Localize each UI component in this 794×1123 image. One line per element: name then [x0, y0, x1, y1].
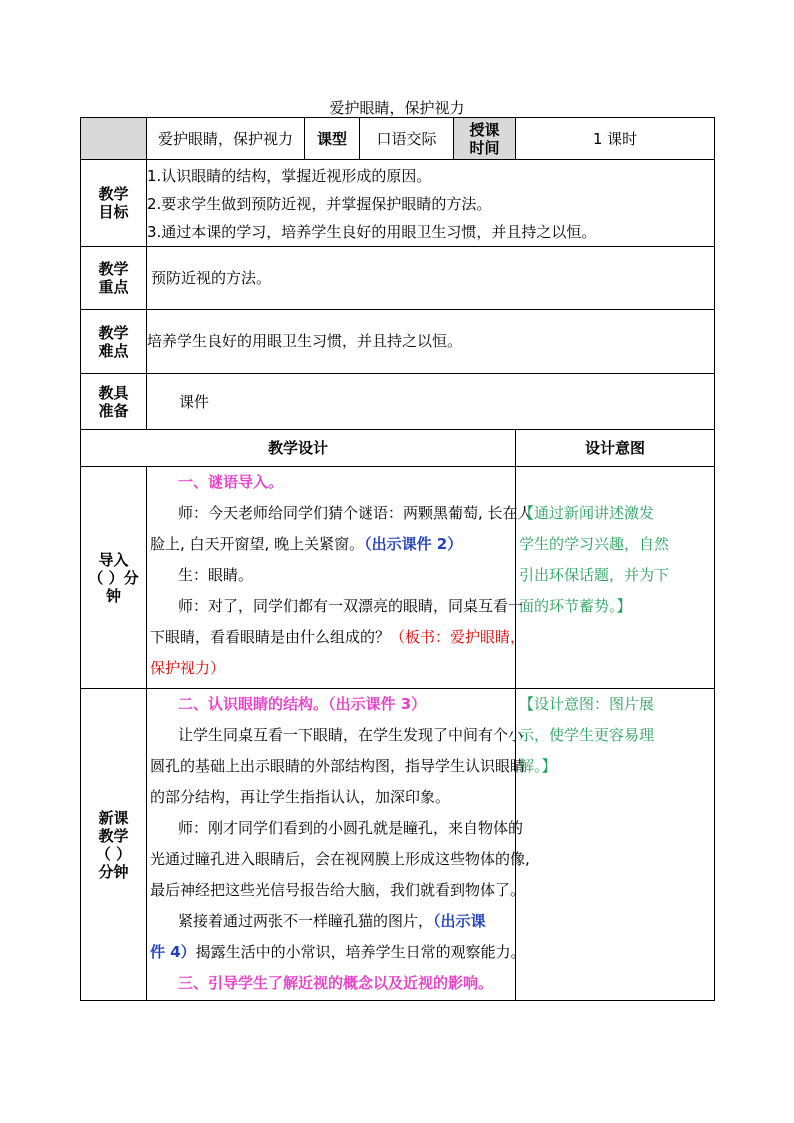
objectives-content-cell [147, 160, 715, 247]
intro-text: 下眼睛，看看眼睛是由什么组成的？ [150, 628, 391, 646]
intro-text: 脸上, 白天开窗望, 晚上关紧窗。 [150, 535, 365, 553]
lesson-name: 爱护眼睛，保护视力 [158, 129, 294, 148]
materials-content-cell [147, 374, 715, 430]
courseware-note: （出示课 [433, 912, 486, 930]
key-points-row [81, 247, 715, 310]
intent-line: 示，使学生更容易理 [519, 726, 655, 744]
lesson-paragraph: 让学生同桌互看一下眼睛，在学生发现了中间有个小 [178, 726, 524, 744]
document-title: 爱护眼睛，保护视力 [329, 99, 465, 117]
board-note: 保护视力） [150, 659, 226, 677]
lesson-paragraph [150, 906, 512, 937]
intro-paragraph [150, 529, 512, 560]
lesson-paragraph: 的部分结构，再让学生指指认认，加深印象。 [150, 788, 451, 806]
lesson-paragraph: 圆孔的基础上出示眼睛的外部结构图，指导学生认识眼睛 [150, 757, 526, 775]
difficulties-label-line-1: 教学 [98, 323, 129, 342]
new-lesson-content-cell [147, 689, 530, 1001]
objectives-row [81, 160, 715, 247]
section-heading: 三、引导学生了解近视的概念以及近视的影响。 [178, 974, 494, 992]
difficulties-label-cell [81, 310, 147, 374]
intent-line: 面的环节蓄势。】 [519, 597, 632, 615]
difficulties-label-line-2: 难点 [98, 341, 129, 360]
board-note: （板书：爱护眼睛， [390, 628, 526, 646]
key-points-content-cell [147, 247, 715, 310]
intro-paragraph [150, 622, 526, 653]
lesson-name-cell [147, 118, 305, 160]
courseware-note: （出示课件 3） [328, 695, 427, 713]
materials-label-line-1: 教具 [98, 383, 129, 402]
objectives-label-line-2: 目标 [98, 203, 129, 221]
materials-label-line-2: 准备 [98, 401, 129, 420]
header-row [81, 118, 715, 160]
time-label-line-2: 时间 [469, 138, 500, 157]
intro-heading: 一、谜语导入。 [178, 473, 284, 491]
design-header-cell [81, 430, 516, 467]
section-heading [150, 689, 512, 720]
intent-header-label: 设计意图 [585, 439, 646, 457]
intro-row [81, 467, 715, 689]
lesson-plan-table [80, 117, 715, 1001]
key-points-label-line-2: 重点 [98, 278, 129, 296]
materials-label-cell [81, 374, 147, 430]
objective-item: 2.要求学生做到预防近视，并掌握保护眼睛的方法。 [147, 195, 492, 213]
new-lesson-row [81, 689, 715, 1001]
lesson-paragraph: 师：刚才同学们看到的小圆孔就是瞳孔，来自物体的 [178, 819, 524, 837]
lesson-paragraph: 光通过瞳孔进入眼睛后，会在视网膜上形成这些物体的像, [150, 850, 530, 868]
difficulties-content-cell [147, 310, 715, 374]
materials-text: 课件 [179, 392, 210, 411]
new-lesson-intent-cell [516, 689, 715, 1001]
time-label-line-1: 授课 [469, 120, 500, 139]
key-points-label-cell [81, 247, 147, 310]
key-points-label-line-1: 教学 [98, 260, 129, 278]
objective-item: 3.通过本课的学习，培养学生良好的用眼卫生习惯，并且持之以恒。 [147, 223, 597, 241]
intro-paragraph: 师：对了，同学们都有一双漂亮的眼睛，同桌互看一 [178, 597, 524, 615]
section-heading-text: 二、认识眼睛的结构。 [178, 695, 329, 713]
new-lesson-label-line-1: 新课 [98, 808, 129, 827]
intent-line: 引出环保话题，并为下 [519, 566, 670, 584]
time-value-cell [516, 118, 715, 160]
courseware-note: 件 4） [150, 943, 196, 961]
courseware-note: （出示课件 2） [364, 535, 463, 553]
intent-line: 【通过新闻讲述激发 [519, 504, 655, 522]
new-lesson-label-line-3: （ ） [95, 844, 132, 863]
design-header-label: 教学设计 [268, 439, 329, 457]
objective-item: 1.认识眼睛的结构，掌握近视形成的原因。 [147, 167, 432, 185]
objectives-label-cell [81, 160, 147, 247]
objectives-label-line-1: 教学 [98, 185, 129, 203]
intro-label-line-2: （ ）分 [88, 568, 139, 587]
time-label-cell [454, 118, 516, 160]
materials-row [81, 374, 715, 430]
intro-label-line-3: 钟 [105, 586, 121, 605]
key-points-text: 预防近视的方法。 [151, 269, 272, 287]
intro-paragraph: 生：眼睛。 [178, 566, 254, 584]
type-value-cell [360, 118, 454, 160]
intro-paragraph: 师：今天老师给同学们猜个谜语：两颗黑葡萄, 长在人 [178, 504, 533, 522]
intent-line: 【设计意图：图片展 [519, 695, 655, 713]
intent-header-cell [516, 430, 715, 467]
new-lesson-label-cell [81, 689, 147, 1001]
design-header-row [81, 430, 715, 467]
lesson-text: 揭露生活中的小常识，培养学生日常的观察能力。 [195, 943, 526, 961]
intro-label-line-1: 导入 [98, 550, 129, 569]
lesson-text: 紧接着通过两张不一样瞳孔猫的图片， [178, 912, 434, 930]
intent-line: 解。】 [519, 757, 557, 775]
intro-label-cell [81, 467, 147, 689]
difficulties-row [81, 310, 715, 374]
new-lesson-label-line-4: 分钟 [98, 862, 129, 881]
time-value: 1 课时 [592, 129, 638, 148]
intro-content-cell [147, 467, 533, 689]
header-blank-cell [81, 118, 147, 160]
lesson-paragraph [150, 937, 526, 968]
type-label: 课型 [317, 129, 348, 148]
intro-intent-cell [516, 467, 715, 689]
intent-line: 学生的学习兴趣，自然 [519, 535, 670, 553]
new-lesson-label-line-2: 教学 [98, 826, 129, 845]
difficulties-text: 培养学生良好的用眼卫生习惯，并且持之以恒。 [147, 332, 463, 350]
type-value: 口语交际 [376, 129, 437, 148]
type-label-cell [305, 118, 360, 160]
lesson-paragraph: 最后神经把这些光信号报告给大脑，我们就看到物体了。 [150, 881, 526, 899]
